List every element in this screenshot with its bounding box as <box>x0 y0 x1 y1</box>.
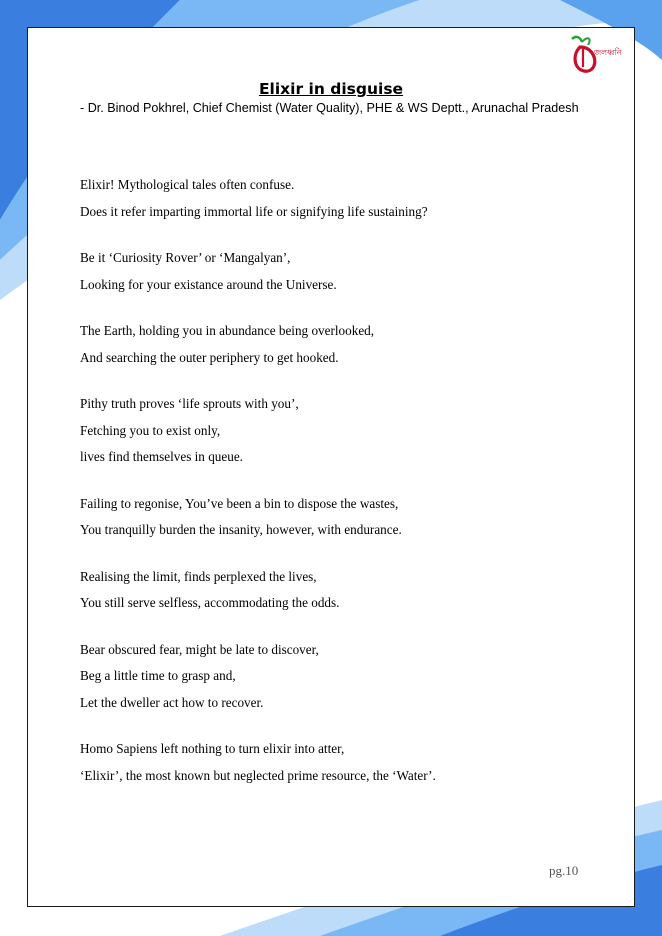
poem-line: Fetching you to exist only, <box>80 422 221 438</box>
poem-line: Does it refer imparting immortal life or signifying life sustaining? <box>80 203 428 219</box>
svg-text:জলধ্বনি: জলধ্বনি <box>594 48 622 57</box>
poem-line: And searching the outer periphery to get hooked. <box>80 349 339 365</box>
poem-line: You tranquilly burden the insanity, however, with endurance. <box>80 522 402 537</box>
poem-line: Beg a little time to grasp and, <box>80 668 236 683</box>
poem-body <box>80 172 600 809</box>
poem-line: Failing to regonise, You’ve been a bin to dispose the wastes, <box>80 495 399 511</box>
stanza-1 <box>80 172 600 225</box>
stanza-5 <box>80 491 600 544</box>
logo-icon <box>566 33 622 75</box>
stanza-3 <box>80 318 600 371</box>
poem-line: You still serve selfless, accommodating the odds. <box>80 595 340 610</box>
poem-line: Looking for your existance around the Universe. <box>80 276 337 292</box>
poem-line: The Earth, holding you in abundance being overlooked, <box>80 323 375 338</box>
stanza-8 <box>80 736 600 789</box>
poem-line: Let the dweller act how to recover. <box>80 694 264 710</box>
poem-line: Be it ‘Curiosity Rover’ or ‘Mangalyan’, <box>80 250 291 265</box>
poem-line: ‘Elixir’, the most known but neglected prime resource, the ‘Water’. <box>80 767 436 783</box>
stanza-6 <box>80 564 600 617</box>
poem-line: Bear obscured fear, might be late to discover, <box>80 641 319 657</box>
author-byline: - Dr. Binod Pokhrel, Chief Chemist (Water Quality), PHE & WS Deptt., Arunachal Pradesh <box>80 101 579 115</box>
stanza-4 <box>80 391 600 471</box>
article-title: Elixir in disguise <box>258 80 404 98</box>
stanza-7 <box>80 637 600 717</box>
poem-line: Pithy truth proves ‘life sprouts with you’, <box>80 396 299 411</box>
poem-line: Elixir! Mythological tales often confuse. <box>80 177 295 192</box>
poem-line: Realising the limit, finds perplexed the lives, <box>80 568 317 584</box>
poem-line: lives find themselves in queue. <box>80 449 243 464</box>
stanza-2 <box>80 245 600 298</box>
poem-line: Homo Sapiens left nothing to turn elixir into atter, <box>80 741 345 756</box>
page-number: pg.10 <box>549 863 579 878</box>
